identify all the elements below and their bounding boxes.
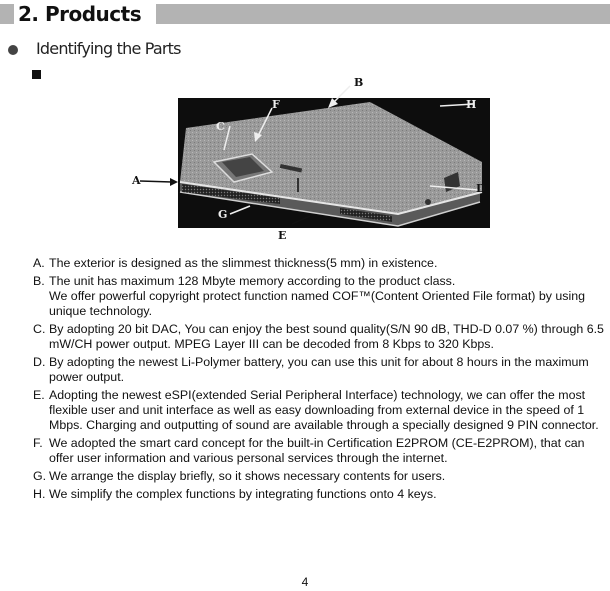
item-text: We arrange the display briefly, so it shows necessary contents for users.	[49, 469, 446, 483]
item-text: Adopting the newest eSPI(extended Serial Peripheral Interface) technology, we can offer the most flexible user and unit interface as well as easy downloading from external device in the speed of 1 Mbps. Charging and outputting of sound are available through a specially designed 9 PIN connector.	[49, 388, 599, 432]
item-letter: F.	[33, 436, 43, 450]
item-extra-text: We offer powerful copyright protect function named COF™(Content Oriented File format) by using unique technology.	[49, 289, 586, 318]
square-bullet-icon	[32, 70, 41, 79]
page-title: 2. Products	[18, 2, 142, 26]
callout-e: E	[278, 229, 287, 242]
callout-a: A	[132, 174, 141, 187]
item-text: By adopting the newest Li-Polymer battery, you can use this unit for about 8 hours in the maximum power output.	[49, 355, 589, 384]
device-illustration	[130, 74, 490, 242]
callout-c: C	[216, 120, 225, 133]
item-letter: B.	[33, 274, 45, 288]
page-header	[0, 0, 610, 26]
item-letter: D.	[33, 355, 46, 369]
header-stripe-left	[0, 4, 14, 24]
item-letter: G.	[33, 469, 47, 483]
list-item	[33, 487, 610, 502]
item-text: The exterior is designed as the slimmest thickness(5 mm) in existence.	[49, 256, 438, 270]
callout-d: D	[476, 182, 486, 195]
list-item	[33, 256, 610, 271]
item-text: The unit has maximum 128 Mbyte memory according to the product class.	[49, 274, 456, 288]
item-letter: A.	[33, 256, 45, 270]
item-letter: E.	[33, 388, 45, 402]
header-stripe-right	[156, 4, 610, 24]
device-figure	[130, 74, 490, 242]
callout-f: F	[272, 98, 280, 111]
round-bullet-icon	[8, 45, 18, 55]
section-title: Identifying the Parts	[36, 39, 181, 58]
callout-b: B	[354, 76, 364, 89]
list-item	[33, 322, 610, 352]
list-item	[33, 388, 610, 433]
callout-g: G	[218, 208, 228, 221]
item-text: By adopting 20 bit DAC, You can enjoy the best sound quality(S/N 90 dB, THD-D 0.07 %) through 6.5 mW/CH power output. MPEG Layer III can be decoded from 8 Kbps to 320 Kbps.	[49, 322, 604, 351]
item-text: We simplify the complex functions by integrating functions onto 4 keys.	[49, 487, 437, 501]
list-item	[33, 469, 610, 484]
item-text: We adopted the smart card concept for the built-in Certification E2PROM (CE-E2PROM), that can offer user information and various personal services through the internet.	[49, 436, 585, 465]
item-letter: H.	[33, 487, 46, 501]
page-number: 4	[301, 575, 309, 589]
feature-list	[33, 256, 610, 505]
list-item	[33, 274, 610, 319]
callout-h: H	[466, 98, 477, 111]
item-letter: C.	[33, 322, 46, 336]
list-item	[33, 355, 610, 385]
list-item	[33, 436, 610, 466]
